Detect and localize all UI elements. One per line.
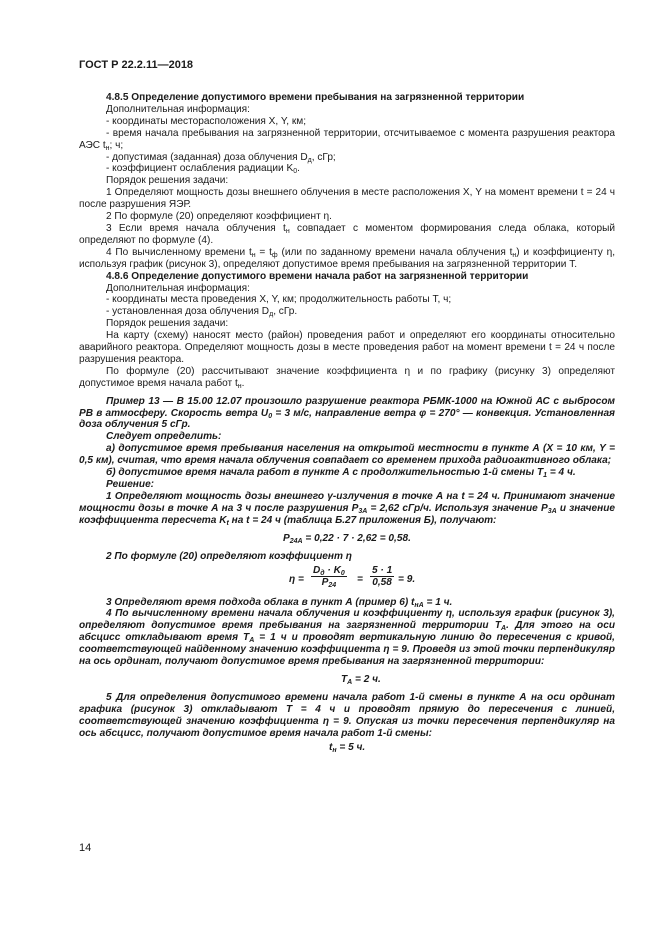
solution-step-4: 4 По вычисленному времени начала облучения и коэффициенту η, используя график (рисунок 3), определяют допустимое время пребывания на загрязненной территории $T_A$. Для этого на оси абсцисс откладывают время $T_A = 1$ ч и проводят вертикальную линию до пересечения с кривой, соответствующей найденному значению коэффициента η = 9. Проведя из этой точки перпендикуляр на ось ординат, получают допустимое время пребывания на загрязненной территории: <box>79 608 615 668</box>
section-4-8-6-title: 4.8.6 Определение допустимого времени начала работ на загрязненной территории <box>106 270 529 282</box>
list-item: - установленная доза облучения $D_д$, сГр. <box>106 306 298 319</box>
equation-eta: η = $D_д \cdot K_0$ $P_{24}$ = $\frac{5 \cdot 1}{0,58}$ = 9. <box>289 564 416 590</box>
solution-step-2: 2 По формуле (20) определяют коэффициент η <box>106 550 352 562</box>
equation-p24a: $P_{24A} = 0,22 \cdot 7 \cdot 2,62 = 0,58$. <box>283 532 411 545</box>
example-solution-label: Решение: <box>106 479 155 490</box>
list-item: - время начала пребывания на загрязненной территории, отсчитываемое с момента разрушения реактора АЭС $t_н$; ч; <box>79 127 615 152</box>
example-task-b: б) допустимое время начала работ в пункте А с продолжительностью 1-й смены $T_1 = 4$ ч. <box>106 467 576 480</box>
equation-tn: $t_н = 5$ ч. <box>329 741 366 754</box>
procedure-paragraph: По формуле (20) рассчитывают значение коэффициента η и по графику (рисунку 3) определяют допустимое время начала работ $t_н$. <box>79 365 615 390</box>
list-item: - коэффициент ослабления радиации $K_0$. <box>106 163 300 176</box>
additional-info-label: Дополнительная информация: <box>106 282 250 294</box>
procedure-step: 2 По формуле (20) определяют коэффициент η. <box>106 211 332 223</box>
example-13-intro: Пример 13 — В 15.00 12.07 произошло разрушение реактора РБМК-1000 на Южной АС с выбросом РВ в атмосферу. Скорость ветра $U_0 = 3$ м/с, направление ветра φ = 270° — конвекция. Установленная доза облучения 5 сГр. <box>79 395 615 431</box>
example-task-a: а) допустимое время пребывания населения на открытой местности в пункте А (X = 10 км, Y = 0,5 км), считая, что время начала облучения совпадает со временем прихода радиоактивного облака; <box>79 443 615 467</box>
solution-step-3: 3 Определяют время подхода облака в пункт А (пример 6) $t_{нА} = 1$ ч. <box>106 596 453 609</box>
list-item: - координаты места проведения X, Y, км; продолжительность работы T, ч; <box>106 294 452 306</box>
solution-step-5: 5 Для определения допустимого времени начала работ 1-й смены в пункте А на оси ординат графика (рисунок 3) откладывают T = 4 ч и проводят прямую до пересечения с линией, соответствующей значению коэффициента η = 9. Опуская из точки пересечения перпендикуляр на ось абсцисс, получают допустимое время начала работ 1-й смены: <box>79 691 615 739</box>
page-content <box>79 92 615 758</box>
procedure-label: Порядок решения задачи: <box>106 318 229 330</box>
page-number: 14 <box>79 842 92 854</box>
list-item: - допустимая (заданная) доза облучения $D_д$, сГр; <box>106 151 336 164</box>
list-item: - координаты месторасположения X, Y, км; <box>106 115 307 127</box>
procedure-step: 4 По вычисленному времени $t_н = t_ф$ (или по заданному времени начала облучения $t_н$) и коэффициенту η, используя график (рисунок 3), определяют допустимое время пребывания на загрязненной территории T. <box>79 246 615 270</box>
solution-step-1: 1 Определяют мощность дозы внешнего γ-излучения в точке А на t = 24 ч. Принимают значение мощности дозы в точке А на 3 ч после разрушения $P_{3A} = 2,62$ сГр/ч. Используя значение $P_{3A}$ и значение коэффициента пересчета $K_t$ на t = 24 ч (таблица Б.27 приложения Б), получают: <box>79 490 616 527</box>
procedure-step: 1 Определяют мощность дозы внешнего облучения в месте расположения X, Y на момент времени t = 24 ч после разрушения ЯЭР. <box>79 187 615 211</box>
example-find-label: Следует определить: <box>106 431 222 443</box>
procedure-step: 3 Если время начала облучения $t_н$ совпадает с моментом формирования следа облака, который определяют по формуле (4). <box>79 222 615 246</box>
procedure-paragraph: На карту (схему) наносят место (район) проведения работ и определяют его координаты относительно аварийного реактора. Определяют мощность дозы в месте проведения работ на момент времени t = 24 ч после разрушения реактора. <box>79 330 615 365</box>
document-header: ГОСТ Р 22.2.11—2018 <box>79 59 194 71</box>
procedure-label: Порядок решения задачи: <box>106 175 229 187</box>
section-4-8-5-title: 4.8.5 Определение допустимого времени пребывания на загрязненной территории <box>106 92 525 103</box>
additional-info-label: Дополнительная информация: <box>106 103 250 115</box>
equation-ta: $T_A = 2$ ч. <box>341 673 381 686</box>
